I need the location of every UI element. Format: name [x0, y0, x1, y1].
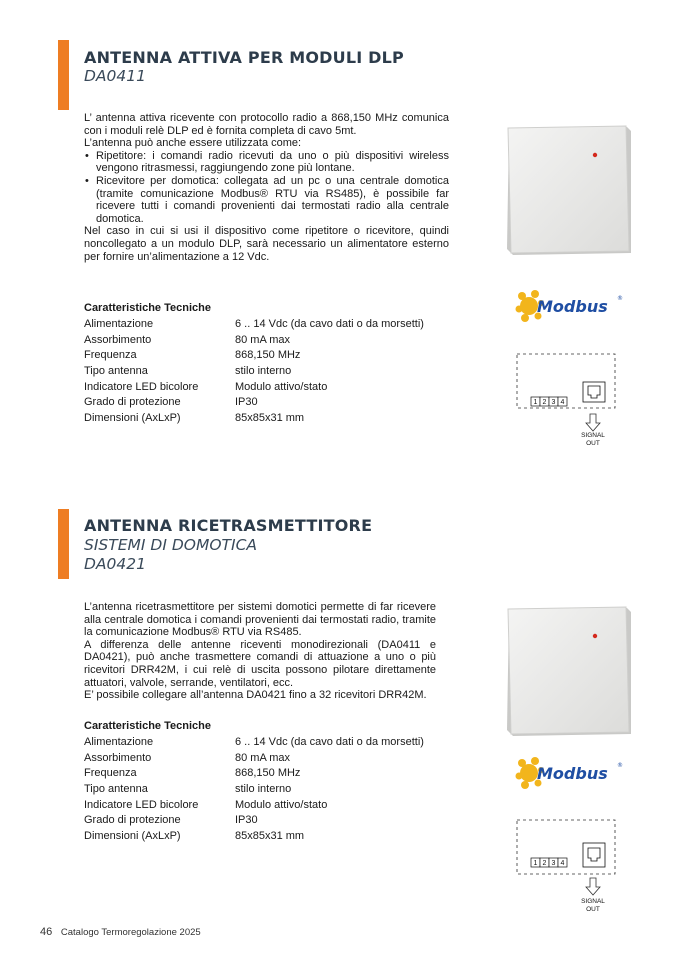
specs-title: Caratteristiche Tecniche: [84, 720, 211, 732]
spec-value: 80 mA max: [235, 333, 291, 346]
modbus-logo: [513, 752, 625, 794]
section-accent-bar: [58, 40, 69, 110]
terminal-number: 4: [560, 860, 565, 867]
terminal-number: 4: [560, 399, 565, 406]
down-arrow-icon: [586, 878, 600, 895]
signal-label: OUT: [586, 906, 600, 913]
description-paragraph: L’ antenna attiva ricevente con protocollo radio a 868,150 MHz comunica con i moduli relè DLP ed è fornita completa di cavo 5mt.: [84, 112, 449, 137]
spec-label: Tipo antenna: [84, 782, 148, 795]
spec-value: Modulo attivo/stato: [235, 380, 328, 393]
spec-row: [84, 363, 444, 379]
spec-value: 6 .. 14 Vdc (da cavo dati o da morsetti): [235, 317, 424, 330]
spec-label: Grado di protezione: [84, 814, 181, 827]
product-description: [84, 601, 436, 702]
spec-value: IP30: [235, 814, 258, 827]
section-title: ANTENNA RICETRASMETTITORE: [84, 516, 373, 535]
product-image-antenna: [505, 125, 635, 255]
spec-label: Assorbimento: [84, 333, 152, 346]
spec-label: Assorbimento: [84, 751, 152, 764]
led-indicator: [593, 153, 597, 157]
spec-row: [84, 316, 444, 332]
spec-label: Dimensioni (AxLxP): [84, 411, 181, 424]
spec-row: [84, 410, 444, 426]
terminal-number: 3: [551, 860, 556, 867]
spec-value: 85x85x31 mm: [235, 411, 305, 424]
spec-value: 868,150 MHz: [235, 767, 301, 780]
signal-label: OUT: [586, 440, 600, 447]
spec-value: 85x85x31 mm: [235, 829, 305, 842]
product-code: DA0421: [84, 555, 146, 573]
section-title: ANTENNA ATTIVA PER MODULI DLP: [84, 48, 404, 67]
section-subtitle: SISTEMI DI DOMOTICA: [84, 536, 257, 554]
spec-row: [84, 812, 444, 828]
svg-text:®: ®: [617, 762, 623, 769]
spec-row: [84, 781, 444, 797]
product-image-antenna: [505, 606, 635, 736]
spec-row: [84, 750, 444, 766]
rj-connector-icon: [583, 382, 605, 402]
product-description: [84, 112, 449, 263]
spec-value: Modulo attivo/stato: [235, 798, 328, 811]
spec-label: Frequenza: [84, 767, 137, 780]
svg-text:®: ®: [617, 295, 623, 302]
description-paragraph: E’ possibile collegare all’antenna DA0421 fino a 32 ricevitori DRR42M.: [84, 689, 427, 702]
wiring-diagram: [513, 352, 618, 452]
spec-label: Frequenza: [84, 349, 137, 362]
signal-label: SIGNAL: [581, 898, 605, 905]
terminal-number: 1: [533, 399, 538, 406]
spec-value: 868,150 MHz: [235, 349, 301, 362]
spec-value: stilo interno: [235, 782, 292, 795]
terminal-number: 2: [542, 399, 547, 406]
spec-label: Tipo antenna: [84, 364, 148, 377]
terminal-number: 3: [551, 399, 556, 406]
svg-text:Modbus: Modbus: [537, 297, 608, 316]
spec-row: [84, 332, 444, 348]
led-indicator: [593, 634, 597, 638]
spec-label: Alimentazione: [84, 735, 154, 748]
specs-title: Caratteristiche Tecniche: [84, 302, 211, 314]
down-arrow-icon: [586, 414, 600, 431]
spec-row: [84, 394, 444, 410]
spec-row: [84, 765, 444, 781]
terminal-number: 1: [533, 860, 538, 867]
spec-row: [84, 828, 444, 844]
product-code: DA0411: [84, 67, 146, 85]
description-paragraph: L’antenna può anche essere utilizzata come:: [84, 137, 302, 150]
spec-value: IP30: [235, 396, 258, 409]
description-paragraph: Nel caso in cui si usi il dispositivo come ripetitore o ricevitore, quindi noncollegato a un modulo DLP, sarà necessario un alimentatore esterno per fornire un’alimentazione a 12 Vdc.: [84, 225, 449, 263]
spec-value: stilo interno: [235, 364, 292, 377]
description-paragraph: L’antenna ricetrasmettitore per sistemi domotici permette di far ricevere alla centrale domotica i comandi provenienti dai termostati radio, tramite la comunicazione Modbus® RTU via RS485.: [84, 601, 436, 639]
spec-label: Indicatore LED bicolore: [84, 798, 199, 811]
signal-label: SIGNAL: [581, 432, 605, 439]
rj-connector-icon: [583, 843, 605, 867]
spec-value: 80 mA max: [235, 751, 291, 764]
specs-table: [84, 734, 444, 844]
usage-list-item: • Ricevitore per domotica: collegata ad un pc o una centrale domotica (tramite comunicazione Modbus® RTU via RS485), è possibile far ricevere tutti i comandi provenienti dai termostati radio alla centrale domotica.: [84, 175, 449, 225]
spec-label: Alimentazione: [84, 317, 154, 330]
spec-row: [84, 734, 444, 750]
svg-text:Modbus: Modbus: [537, 764, 608, 783]
spec-row: [84, 379, 444, 395]
spec-row: [84, 797, 444, 813]
catalog-name: Catalogo Termoregolazione 2025: [60, 927, 201, 938]
wiring-diagram: [513, 818, 618, 918]
spec-row: [84, 347, 444, 363]
page-number: 46: [40, 926, 53, 938]
section-accent-bar: [58, 509, 69, 579]
spec-label: Grado di protezione: [84, 396, 181, 409]
usage-list-item: • Ripetitore: i comandi radio ricevuti da uno o più dispositivi wireless vengono ritrasmessi, raggiungendo zone più lontane.: [84, 150, 449, 175]
spec-value: 6 .. 14 Vdc (da cavo dati o da morsetti): [235, 735, 424, 748]
modbus-logo: [513, 285, 625, 327]
spec-label: Indicatore LED bicolore: [84, 380, 199, 393]
usage-list: [84, 150, 449, 226]
page-footer: [40, 926, 201, 938]
description-paragraph: A differenza delle antenne riceventi monodirezionali (DA0411 e DA0421), può anche trasmettere comandi di attuazione a uno o più ricevitori DRR42M, i cui relè di uscita possono pilotare direttamente attuatori, valvole, serrande, ventilatori, ecc.: [84, 638, 436, 689]
terminal-number: 2: [542, 860, 547, 867]
specs-table: [84, 316, 444, 426]
spec-label: Dimensioni (AxLxP): [84, 829, 181, 842]
